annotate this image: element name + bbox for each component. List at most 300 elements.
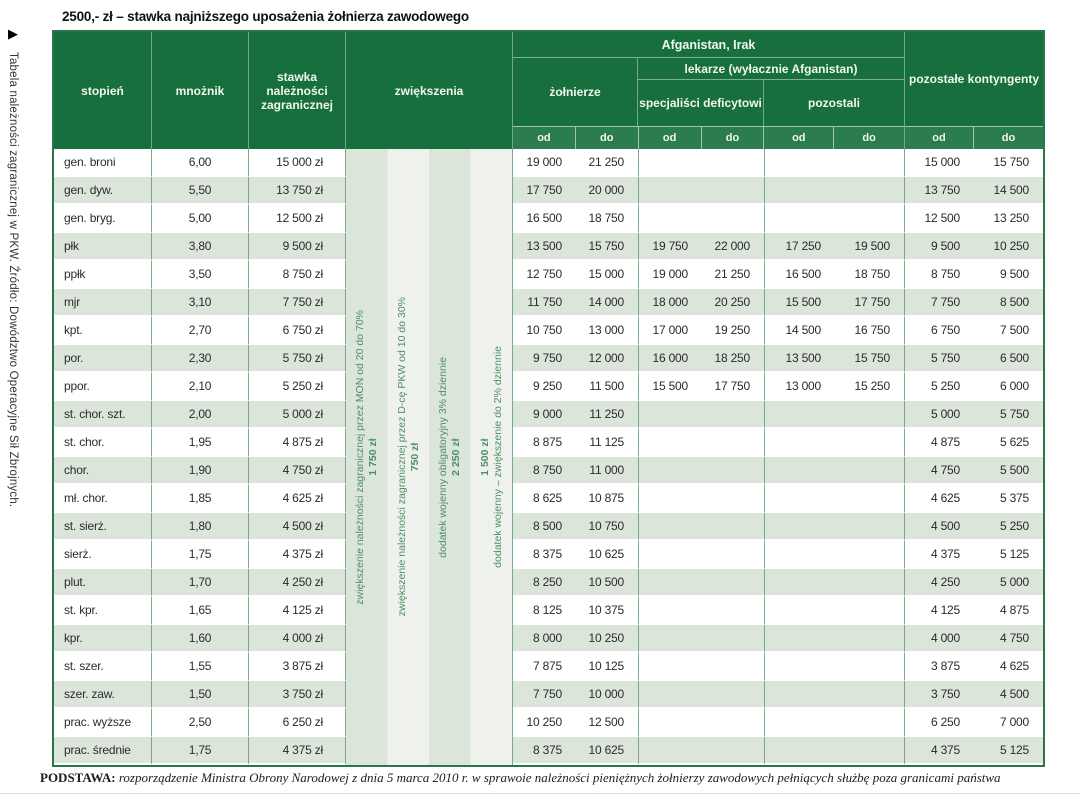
pozostali-od-cell: 14 500 — [765, 317, 835, 345]
kontyngenty-od-cell: 5 250 — [905, 373, 974, 401]
pozostali-do-cell — [835, 541, 905, 569]
specjalisci-do-cell — [702, 513, 765, 541]
specjalisci-od-cell — [639, 681, 702, 709]
pozostali-od-cell — [765, 429, 835, 457]
table-row — [54, 205, 1043, 233]
header-do: do — [576, 127, 639, 149]
header-od: od — [905, 127, 974, 149]
specjalisci-od-cell — [639, 457, 702, 485]
multiplier-cell: 1,75 — [152, 541, 249, 569]
note-dodatek-obligatoryjny — [430, 149, 472, 765]
specjalisci-od-cell — [639, 653, 702, 681]
multiplier-cell: 1,80 — [152, 513, 249, 541]
note-desc: zwiększenie należności zagranicznej przez D-cę PKW od 10 do 30% — [395, 297, 408, 617]
kontyngenty-do-cell: 4 875 — [974, 597, 1043, 625]
multiplier-cell: 2,70 — [152, 317, 249, 345]
header-pozostale-kontyngenty: pozostałe kontyngenty — [908, 71, 1039, 86]
zolnierze-od-cell: 9 000 — [513, 401, 576, 429]
zolnierze-od-cell: 12 750 — [513, 261, 576, 289]
rank-cell: chor. — [54, 457, 152, 485]
specjalisci-do-cell: 17 750 — [702, 373, 765, 401]
specjalisci-do-cell — [702, 625, 765, 653]
specjalisci-do-cell — [702, 177, 765, 205]
base-rate-cell: 5 250 zł — [249, 373, 346, 401]
note-amount: 2 250 zł — [450, 438, 463, 476]
base-rate-cell: 9 500 zł — [249, 233, 346, 261]
zolnierze-do-cell: 10 000 — [576, 681, 639, 709]
pozostali-do-cell — [835, 653, 905, 681]
base-rate-cell: 6 750 zł — [249, 317, 346, 345]
zolnierze-do-cell: 13 000 — [576, 317, 639, 345]
base-rate-cell: 5 000 zł — [249, 401, 346, 429]
zolnierze-do-cell: 11 500 — [576, 373, 639, 401]
kontyngenty-do-cell: 10 250 — [974, 233, 1043, 261]
zolnierze-do-cell: 21 250 — [576, 149, 639, 177]
base-rate-cell: 4 375 zł — [249, 737, 346, 765]
specjalisci-od-cell — [639, 177, 702, 205]
rank-cell: kpt. — [54, 317, 152, 345]
specjalisci-od-cell — [639, 205, 702, 233]
base-rate-cell: 4 500 zł — [249, 513, 346, 541]
table-row — [54, 513, 1043, 541]
header-mnoznik: mnożnik — [152, 32, 249, 149]
kontyngenty-do-cell: 7 000 — [974, 709, 1043, 737]
kontyngenty-od-cell: 4 625 — [905, 485, 974, 513]
zolnierze-do-cell: 15 750 — [576, 233, 639, 261]
table-row — [54, 597, 1043, 625]
pozostali-od-cell: 13 000 — [765, 373, 835, 401]
specjalisci-do-cell — [702, 569, 765, 597]
header-od: od — [764, 127, 834, 149]
base-rate-cell: 5 750 zł — [249, 345, 346, 373]
rank-cell: st. chor. szt. — [54, 401, 152, 429]
rank-cell: ppłk — [54, 261, 152, 289]
kontyngenty-do-cell: 4 625 — [974, 653, 1043, 681]
zolnierze-od-cell: 11 750 — [513, 289, 576, 317]
specjalisci-od-cell: 16 000 — [639, 345, 702, 373]
multiplier-cell: 5,00 — [152, 205, 249, 233]
table-row — [54, 149, 1043, 177]
multiplier-cell: 3,10 — [152, 289, 249, 317]
specjalisci-do-cell — [702, 681, 765, 709]
pozostali-do-cell — [835, 457, 905, 485]
side-caption: Tabela należności zagranicznej w PKW. Źródło: Dowództwo Operacyjne Sił Zbrojnych. — [7, 52, 19, 508]
header-zolnierze: żołnierze — [513, 58, 638, 126]
specjalisci-do-cell: 18 250 — [702, 345, 765, 373]
pozostali-do-cell: 16 750 — [835, 317, 905, 345]
pozostali-do-cell — [835, 401, 905, 429]
rank-cell: płk — [54, 233, 152, 261]
pozostali-do-cell — [835, 205, 905, 233]
pozostali-od-cell — [765, 597, 835, 625]
specjalisci-od-cell — [639, 569, 702, 597]
table-row — [54, 373, 1043, 401]
zolnierze-od-cell: 8 375 — [513, 737, 576, 765]
kontyngenty-od-cell: 4 000 — [905, 625, 974, 653]
rank-cell: sierż. — [54, 541, 152, 569]
rank-cell: szer. zaw. — [54, 681, 152, 709]
specjalisci-od-cell — [639, 625, 702, 653]
specjalisci-od-cell — [639, 709, 702, 737]
zolnierze-od-cell: 8 375 — [513, 541, 576, 569]
zolnierze-do-cell: 11 250 — [576, 401, 639, 429]
specjalisci-do-cell — [702, 429, 765, 457]
multiplier-cell: 3,50 — [152, 261, 249, 289]
base-rate-cell: 12 500 zł — [249, 205, 346, 233]
table-row — [54, 289, 1043, 317]
specjalisci-od-cell — [639, 401, 702, 429]
kontyngenty-od-cell: 4 250 — [905, 569, 974, 597]
multiplier-cell: 3,80 — [152, 233, 249, 261]
base-rate-cell: 4 875 zł — [249, 429, 346, 457]
pozostali-do-cell — [835, 681, 905, 709]
kontyngenty-od-cell: 15 000 — [905, 149, 974, 177]
kontyngenty-od-cell: 5 000 — [905, 401, 974, 429]
rank-cell: st. kpr. — [54, 597, 152, 625]
header-afganistan-irak: Afganistan, Irak — [513, 32, 904, 58]
pozostali-od-cell — [765, 457, 835, 485]
kontyngenty-od-cell: 4 125 — [905, 597, 974, 625]
zolnierze-od-cell: 8 250 — [513, 569, 576, 597]
pozostali-do-cell — [835, 485, 905, 513]
base-rate-cell: 4 625 zł — [249, 485, 346, 513]
specjalisci-do-cell — [702, 541, 765, 569]
kontyngenty-od-cell: 12 500 — [905, 205, 974, 233]
kontyngenty-do-cell: 7 500 — [974, 317, 1043, 345]
pozostali-od-cell — [765, 177, 835, 205]
specjalisci-od-cell — [639, 513, 702, 541]
header-group-afganistan-irak — [513, 32, 905, 149]
pay-table — [52, 30, 1045, 767]
footer-label: PODSTAWA: — [40, 770, 116, 785]
kontyngenty-od-cell: 9 500 — [905, 233, 974, 261]
kontyngenty-do-cell: 5 750 — [974, 401, 1043, 429]
specjalisci-do-cell — [702, 709, 765, 737]
header-od: od — [513, 127, 576, 149]
header-zwiekszenia: zwiększenia — [346, 32, 513, 149]
multiplier-cell: 1,75 — [152, 737, 249, 765]
zolnierze-do-cell: 12 500 — [576, 709, 639, 737]
pozostali-do-cell: 15 250 — [835, 373, 905, 401]
specjalisci-do-cell — [702, 401, 765, 429]
rank-cell: st. szer. — [54, 653, 152, 681]
pozostali-od-cell — [765, 541, 835, 569]
note-dca-pkw — [388, 149, 430, 765]
rank-cell: plut. — [54, 569, 152, 597]
specjalisci-od-cell — [639, 429, 702, 457]
rank-cell: gen. bryg. — [54, 205, 152, 233]
zwiekszenia-notes — [346, 149, 513, 765]
table-row — [54, 681, 1043, 709]
multiplier-cell: 1,90 — [152, 457, 249, 485]
multiplier-cell: 1,85 — [152, 485, 249, 513]
multiplier-cell: 5,50 — [152, 177, 249, 205]
kontyngenty-do-cell: 5 125 — [974, 737, 1043, 765]
zolnierze-do-cell: 10 625 — [576, 541, 639, 569]
zolnierze-do-cell: 10 500 — [576, 569, 639, 597]
kontyngenty-od-cell: 3 750 — [905, 681, 974, 709]
base-rate-cell: 3 875 zł — [249, 653, 346, 681]
zolnierze-do-cell: 10 125 — [576, 653, 639, 681]
multiplier-cell: 1,70 — [152, 569, 249, 597]
specjalisci-od-cell — [639, 597, 702, 625]
zolnierze-od-cell: 8 625 — [513, 485, 576, 513]
rank-cell: mł. chor. — [54, 485, 152, 513]
table-row — [54, 401, 1043, 429]
base-rate-cell: 6 250 zł — [249, 709, 346, 737]
zolnierze-od-cell: 10 750 — [513, 317, 576, 345]
header-od: od — [639, 127, 702, 149]
multiplier-cell: 6,00 — [152, 149, 249, 177]
zolnierze-od-cell: 7 750 — [513, 681, 576, 709]
pozostali-do-cell — [835, 625, 905, 653]
table-row — [54, 429, 1043, 457]
table-row — [54, 233, 1043, 261]
zolnierze-do-cell: 15 000 — [576, 261, 639, 289]
zolnierze-od-cell: 8 875 — [513, 429, 576, 457]
top-note: 2500,- zł – stawka najniższego uposażenia żołnierza zawodowego — [62, 9, 469, 24]
rank-cell: ppor. — [54, 373, 152, 401]
kontyngenty-do-cell: 9 500 — [974, 261, 1043, 289]
header-do: do — [862, 132, 876, 144]
specjalisci-od-cell — [639, 737, 702, 765]
kontyngenty-od-cell: 4 750 — [905, 457, 974, 485]
pozostali-od-cell — [765, 401, 835, 429]
rank-cell: por. — [54, 345, 152, 373]
rank-cell: kpr. — [54, 625, 152, 653]
table-body — [54, 149, 1043, 765]
kontyngenty-do-cell: 6 500 — [974, 345, 1043, 373]
pozostali-do-cell: 15 750 — [835, 345, 905, 373]
multiplier-cell: 1,95 — [152, 429, 249, 457]
header-pozostali: pozostali — [807, 96, 860, 110]
specjalisci-do-cell — [702, 485, 765, 513]
table-row — [54, 737, 1043, 765]
kontyngenty-do-cell: 4 750 — [974, 625, 1043, 653]
pozostali-do-cell — [835, 513, 905, 541]
triangle-marker-icon: ▶ — [8, 26, 18, 41]
table-row — [54, 569, 1043, 597]
zolnierze-do-cell: 10 750 — [576, 513, 639, 541]
multiplier-cell: 1,65 — [152, 597, 249, 625]
base-rate-cell: 4 750 zł — [249, 457, 346, 485]
pozostali-od-cell — [765, 149, 835, 177]
kontyngenty-do-cell: 5 375 — [974, 485, 1043, 513]
base-rate-cell: 7 750 zł — [249, 289, 346, 317]
pozostali-od-cell — [765, 513, 835, 541]
rank-cell: mjr — [54, 289, 152, 317]
pozostali-od-cell: 13 500 — [765, 345, 835, 373]
table-row — [54, 457, 1043, 485]
base-rate-cell: 4 000 zł — [249, 625, 346, 653]
table-row — [54, 653, 1043, 681]
kontyngenty-od-cell: 13 750 — [905, 177, 974, 205]
note-amount: 1 500 zł — [479, 438, 492, 476]
kontyngenty-od-cell: 6 250 — [905, 709, 974, 737]
zolnierze-do-cell: 12 000 — [576, 345, 639, 373]
pozostali-do-cell: 19 500 — [835, 233, 905, 261]
zolnierze-do-cell: 10 875 — [576, 485, 639, 513]
kontyngenty-od-cell: 4 375 — [905, 541, 974, 569]
zolnierze-od-cell: 19 000 — [513, 149, 576, 177]
zolnierze-do-cell: 10 250 — [576, 625, 639, 653]
header-specjalisci: specjaliści deficytowi — [638, 80, 764, 126]
base-rate-cell: 3 750 zł — [249, 681, 346, 709]
specjalisci-do-cell: 19 250 — [702, 317, 765, 345]
kontyngenty-od-cell: 6 750 — [905, 317, 974, 345]
specjalisci-od-cell: 17 000 — [639, 317, 702, 345]
kontyngenty-od-cell: 4 875 — [905, 429, 974, 457]
zolnierze-od-cell: 8 125 — [513, 597, 576, 625]
rank-cell: gen. broni — [54, 149, 152, 177]
specjalisci-do-cell — [702, 653, 765, 681]
specjalisci-od-cell — [639, 485, 702, 513]
kontyngenty-do-cell: 5 625 — [974, 429, 1043, 457]
multiplier-cell: 2,10 — [152, 373, 249, 401]
pozostali-do-cell — [835, 177, 905, 205]
specjalisci-do-cell: 20 250 — [702, 289, 765, 317]
pozostali-od-cell — [765, 653, 835, 681]
multiplier-cell: 2,50 — [152, 709, 249, 737]
specjalisci-do-cell: 22 000 — [702, 233, 765, 261]
zolnierze-od-cell: 8 500 — [513, 513, 576, 541]
rank-cell: prac. wyższe — [54, 709, 152, 737]
note-amount: 1 750 zł — [366, 438, 379, 476]
zolnierze-od-cell: 9 250 — [513, 373, 576, 401]
header-lekarze: lekarze (wyłacznie Afganistan) — [638, 58, 904, 80]
specjalisci-do-cell — [702, 597, 765, 625]
pozostali-do-cell: 17 750 — [835, 289, 905, 317]
pozostali-do-cell: 18 750 — [835, 261, 905, 289]
zolnierze-do-cell: 14 000 — [576, 289, 639, 317]
kontyngenty-do-cell: 5 250 — [974, 513, 1043, 541]
pozostali-do-cell — [835, 737, 905, 765]
pozostali-od-cell: 15 500 — [765, 289, 835, 317]
zolnierze-do-cell: 10 375 — [576, 597, 639, 625]
specjalisci-od-cell: 19 000 — [639, 261, 702, 289]
pozostali-od-cell — [765, 737, 835, 765]
specjalisci-od-cell: 19 750 — [639, 233, 702, 261]
specjalisci-do-cell — [702, 205, 765, 233]
specjalisci-do-cell: 21 250 — [702, 261, 765, 289]
od-do-row-afganistan — [513, 126, 904, 149]
kontyngenty-od-cell: 5 750 — [905, 345, 974, 373]
kontyngenty-od-cell: 7 750 — [905, 289, 974, 317]
table-header — [54, 32, 1043, 149]
note-amount: 750 zł — [408, 442, 421, 472]
pozostali-od-cell — [765, 681, 835, 709]
pozostali-od-cell — [765, 625, 835, 653]
pozostali-do-cell — [835, 569, 905, 597]
specjalisci-do-cell — [702, 457, 765, 485]
table-row — [54, 625, 1043, 653]
specjalisci-od-cell: 15 500 — [639, 373, 702, 401]
pozostali-od-cell: 17 250 — [765, 233, 835, 261]
kontyngenty-do-cell: 4 500 — [974, 681, 1043, 709]
bottom-rule — [0, 793, 1080, 794]
kontyngenty-do-cell: 8 500 — [974, 289, 1043, 317]
multiplier-cell: 2,30 — [152, 345, 249, 373]
pozostali-do-cell — [835, 429, 905, 457]
pozostali-od-cell: 16 500 — [765, 261, 835, 289]
multiplier-cell: 2,00 — [152, 401, 249, 429]
kontyngenty-do-cell: 13 250 — [974, 205, 1043, 233]
zolnierze-od-cell: 8 000 — [513, 625, 576, 653]
kontyngenty-do-cell: 15 750 — [974, 149, 1043, 177]
header-group-pozostale-kontyngenty — [905, 32, 1043, 149]
pozostali-od-cell — [765, 569, 835, 597]
note-desc: dodatek wojenny – zwiększenie do 2% dziennie — [492, 346, 505, 568]
base-rate-cell: 4 250 zł — [249, 569, 346, 597]
pozostali-od-cell — [765, 205, 835, 233]
table-row — [54, 709, 1043, 737]
od-do-row-pozostale — [905, 126, 1043, 149]
rank-cell: gen. dyw. — [54, 177, 152, 205]
table-row — [54, 261, 1043, 289]
table-row — [54, 541, 1043, 569]
kontyngenty-od-cell: 3 875 — [905, 653, 974, 681]
header-stawka: stawka należności zagranicznej — [249, 32, 346, 149]
note-mon — [346, 149, 388, 765]
zolnierze-do-cell: 20 000 — [576, 177, 639, 205]
zolnierze-od-cell: 8 750 — [513, 457, 576, 485]
rank-cell: st. chor. — [54, 429, 152, 457]
kontyngenty-do-cell: 5 125 — [974, 541, 1043, 569]
base-rate-cell: 13 750 zł — [249, 177, 346, 205]
zolnierze-do-cell: 18 750 — [576, 205, 639, 233]
zolnierze-od-cell: 10 250 — [513, 709, 576, 737]
specjalisci-do-cell — [702, 149, 765, 177]
zolnierze-od-cell: 9 750 — [513, 345, 576, 373]
kontyngenty-do-cell: 5 000 — [974, 569, 1043, 597]
note-desc: zwiększenie należności zagranicznej przez MON od 20 do 70% — [353, 309, 366, 605]
pozostali-od-cell — [765, 709, 835, 737]
kontyngenty-od-cell: 4 375 — [905, 737, 974, 765]
zolnierze-do-cell: 11 125 — [576, 429, 639, 457]
zolnierze-od-cell: 7 875 — [513, 653, 576, 681]
rank-cell: prac. średnie — [54, 737, 152, 765]
pozostali-od-cell — [765, 485, 835, 513]
note-desc: dodatek wojenny obligatoryjny 3% dziennie — [437, 356, 450, 558]
zolnierze-od-cell: 17 750 — [513, 177, 576, 205]
multiplier-cell: 1,50 — [152, 681, 249, 709]
zolnierze-do-cell: 10 625 — [576, 737, 639, 765]
multiplier-cell: 1,55 — [152, 653, 249, 681]
pozostali-do-cell — [835, 149, 905, 177]
header-do: do — [702, 127, 765, 149]
kontyngenty-od-cell: 8 750 — [905, 261, 974, 289]
note-dodatek-wojenny — [471, 149, 513, 765]
specjalisci-od-cell: 18 000 — [639, 289, 702, 317]
base-rate-cell: 4 375 zł — [249, 541, 346, 569]
header-stopien: stopień — [54, 32, 152, 149]
base-rate-cell: 15 000 zł — [249, 149, 346, 177]
kontyngenty-do-cell: 5 500 — [974, 457, 1043, 485]
pozostali-do-cell — [835, 597, 905, 625]
rank-cell: st. sierż. — [54, 513, 152, 541]
table-row — [54, 317, 1043, 345]
kontyngenty-do-cell: 14 500 — [974, 177, 1043, 205]
multiplier-cell: 1,60 — [152, 625, 249, 653]
table-row — [54, 485, 1043, 513]
base-rate-cell: 8 750 zł — [249, 261, 346, 289]
header-do: do — [1001, 132, 1016, 144]
zolnierze-od-cell: 13 500 — [513, 233, 576, 261]
zolnierze-od-cell: 16 500 — [513, 205, 576, 233]
footer-note — [40, 770, 1060, 786]
footer-text: rozporządzenie Ministra Obrony Narodowej z dnia 5 marca 2010 r. w sprawoie należności pieniężnych żołnierzy zawodowych pełniących służbę poza granicami państwa — [118, 770, 1001, 785]
specjalisci-do-cell — [702, 737, 765, 765]
